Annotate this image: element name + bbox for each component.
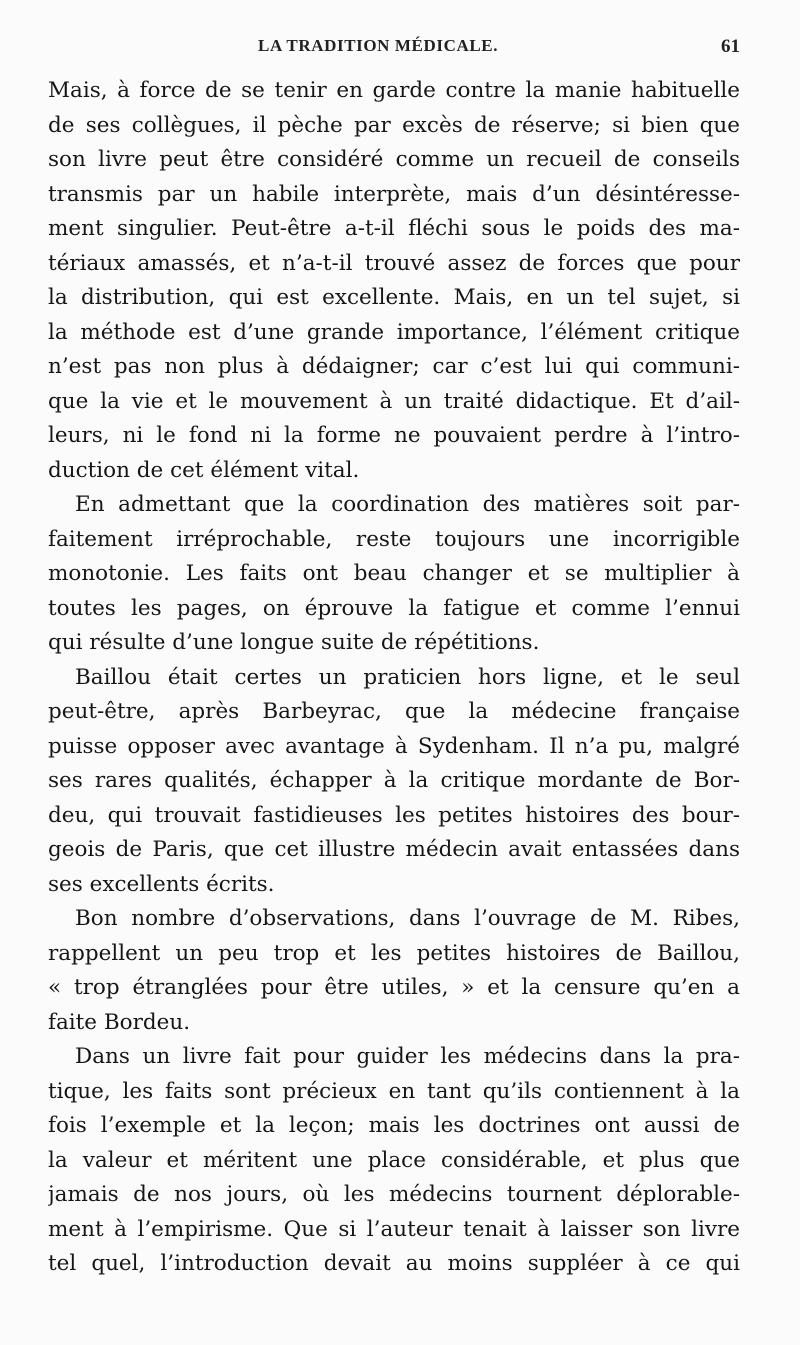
running-title: LA TRADITION MÉDICALE. <box>258 36 499 55</box>
text-line: qui résulte d’une longue suite de répétitions. <box>48 630 540 655</box>
text-line: n’est pas non plus à dédaigner; car c’est lui qui communi- <box>48 354 740 379</box>
text-line: que la vie et le mouvement à un traité didactique. Et d’ail- <box>48 388 740 414</box>
text-line: peut-être, après Barbeyrac, que la médecine française <box>48 699 740 724</box>
text-line: de ses collègues, il pèche par excès de réserve; si bien que <box>48 112 740 138</box>
page-header <box>48 36 740 62</box>
text-line: fois l’exemple et la leçon; mais les doctrines ont aussi de <box>48 1113 740 1138</box>
text-line: geois de Paris, que cet illustre médecin avait entassées dans <box>48 837 740 862</box>
text-line: monotonie. Les faits ont beau changer et se multiplier à <box>48 561 740 586</box>
text-line: deu, qui trouvait fastidieuses les petites histoires des bour- <box>48 802 740 828</box>
text-line: tique, les faits sont précieux en tant qu’ils contiennent à la <box>48 1078 740 1104</box>
body-text <box>48 74 740 1282</box>
text-line: duction de cet élément vital. <box>48 457 360 483</box>
page-number: 61 <box>721 36 740 57</box>
text-line: En admettant que la coordination des matières soit par- <box>75 492 740 517</box>
text-line: ses excellents écrits. <box>48 871 275 897</box>
text-line: la distribution, qui est excellente. Mais, en un tel sujet, si <box>48 285 740 310</box>
text-line: Baillou était certes un praticien hors ligne, et le seul <box>75 664 740 690</box>
text-line: jamais de nos jours, où les médecins tournent déplorable- <box>48 1182 740 1207</box>
text-line: toutes les pages, on éprouve la fatigue et comme l’ennui <box>48 595 740 621</box>
text-line: tériaux amassés, et n’a-t-il trouvé assez de forces que pour <box>48 250 740 276</box>
text-line: faitement irréprochable, reste toujours une incorrigible <box>48 526 740 552</box>
text-line: Dans un livre fait pour guider les médecins dans la pra- <box>75 1044 740 1069</box>
text-line: la valeur et méritent une place considérable, et plus que <box>48 1147 740 1173</box>
text-line: puisse opposer avec avantage à Sydenham. Il n’a pu, malgré <box>48 733 740 759</box>
text-line: Mais, à force de se tenir en garde contre la manie habituelle <box>48 78 740 103</box>
text-line: ses rares qualités, échapper à la critique mordante de Bor- <box>48 768 740 793</box>
text-line: faite Bordeu. <box>48 1009 191 1035</box>
text-line: ment à l’empirisme. Que si l’auteur tenait à laisser son livre <box>48 1216 740 1242</box>
text-line: Bon nombre d’observations, dans l’ouvrage de M. Ribes, <box>75 906 740 931</box>
text-line: la méthode est d’une grande importance, l’élément critique <box>48 319 740 345</box>
text-line: tel quel, l’introduction devait au moins suppléer à ce qui <box>48 1251 740 1276</box>
text-line: ment singulier. Peut-être a-t-il fléchi sous le poids des ma- <box>48 216 740 241</box>
text-line: son livre peut être considéré comme un recueil de conseils <box>48 147 740 172</box>
text-line: transmis par un habile interprète, mais d’un désintéresse- <box>48 181 740 207</box>
text-line: leurs, ni le fond ni la forme ne pouvaient perdre à l’intro- <box>48 423 740 448</box>
text-line: rappellent un peu trop et les petites histoires de Baillou, <box>48 940 740 966</box>
text-line: « trop étranglées pour être utiles, » et la censure qu’en a <box>48 975 740 1000</box>
